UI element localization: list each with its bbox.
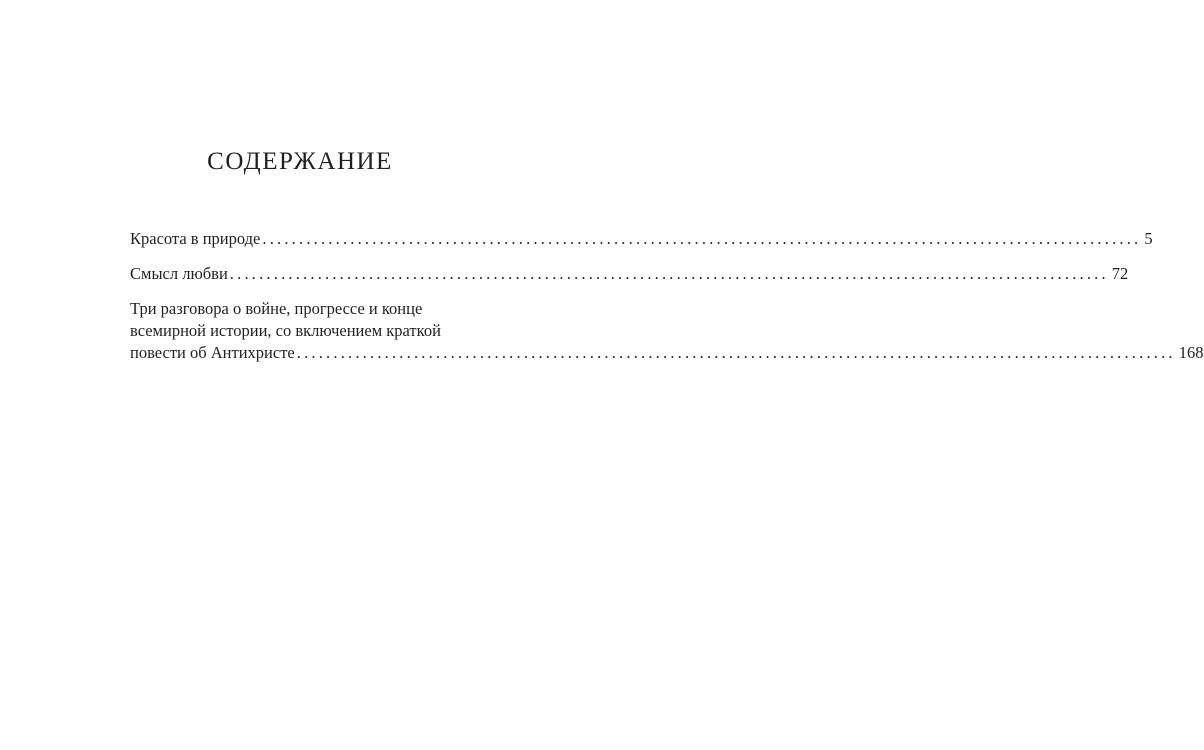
dot-leader: ........................................................................................................................ xyxy=(262,229,1142,248)
toc-entry-beauty-in-nature xyxy=(130,228,1153,250)
toc-entry-title-line: всемирной истории, со включением краткой xyxy=(130,321,441,340)
toc-page-number: 72 xyxy=(1111,264,1129,283)
toc-page-number: 168 xyxy=(1178,343,1204,362)
toc-entry-title-line: Три разговора о войне, прогрессе и конце xyxy=(130,299,423,318)
toc-page-number: 5 xyxy=(1144,229,1153,248)
dot-leader: ........................................................................................................................ xyxy=(229,264,1109,283)
page-title: СОДЕРЖАНИЕ xyxy=(207,148,393,175)
dot-leader: ........................................................................................................................ xyxy=(296,343,1176,362)
toc-entry-meaning-of-love xyxy=(130,263,1129,285)
table-of-contents xyxy=(130,228,1204,364)
toc-entry-title: Смысл любви xyxy=(130,264,228,283)
toc-entry-title: Красота в природе xyxy=(130,229,261,248)
toc-entry-three-conversations xyxy=(130,298,1204,364)
toc-entry-title-line: повести об Антихристе xyxy=(130,343,295,362)
